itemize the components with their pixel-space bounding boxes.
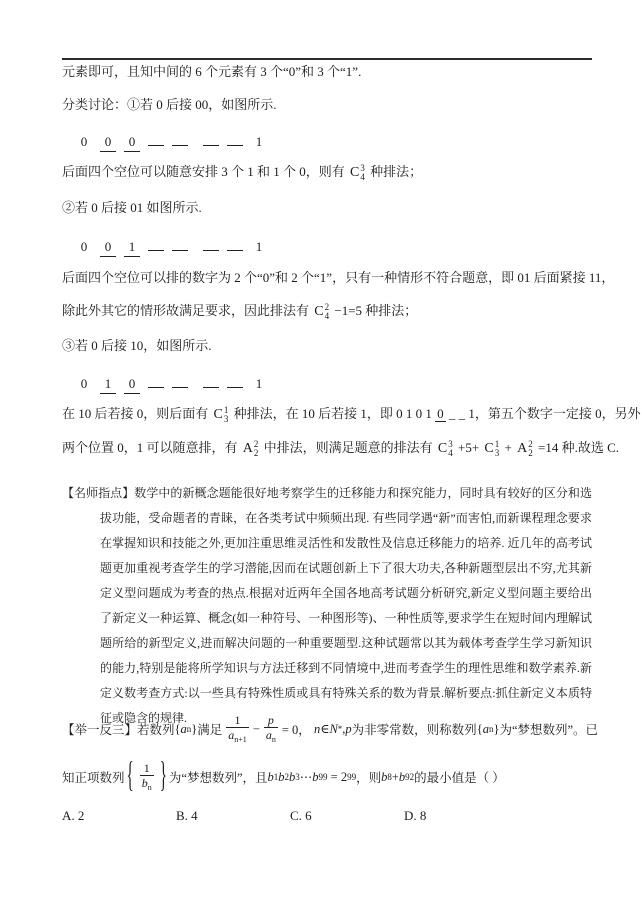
- combination-C-4-3: [438, 439, 453, 459]
- element-of-symbol: ∈: [320, 722, 330, 736]
- cdots: ⋯: [299, 770, 313, 784]
- sequence-diagram-1: [76, 127, 275, 152]
- final-count-line: [62, 438, 622, 459]
- math-sup: 2: [324, 302, 330, 312]
- digit-cell: 0: [124, 375, 140, 394]
- case2-analysis-line-2: [62, 301, 622, 322]
- sup-99: 99: [347, 772, 357, 782]
- var-n: n: [313, 721, 321, 736]
- sub-n: n: [186, 724, 192, 734]
- math-sup: 3: [360, 163, 365, 173]
- text-segment: 种排法，在 10 后若接 1，即 0 1 0 1: [233, 406, 432, 421]
- brace: {: [174, 721, 181, 736]
- math-base: C: [314, 304, 324, 319]
- permutation-A-2-2: [243, 439, 259, 459]
- fraction-p-over-a-n: [264, 713, 278, 745]
- math-base: C: [213, 407, 223, 422]
- math-sub: 4: [324, 311, 330, 321]
- blank-cell: [203, 127, 219, 146]
- sub-n1: n+1: [234, 735, 247, 745]
- blank-cell: [148, 369, 164, 388]
- math-sup: 1: [494, 439, 500, 449]
- blank-cell: [227, 369, 243, 388]
- combination-C-3-1: [484, 439, 499, 459]
- text-segment: 中排法，则满足题意的排法有: [263, 440, 433, 455]
- digit-cell: 1: [100, 375, 116, 394]
- math-base: C: [484, 441, 494, 456]
- text-segment: 种排法；: [370, 164, 423, 179]
- var-b: b: [141, 776, 148, 791]
- sub-2: 2: [284, 772, 290, 782]
- math-sub: 2: [528, 448, 533, 458]
- blank-cell: [148, 232, 164, 251]
- equals-2: = 2: [330, 769, 348, 784]
- text-segment: 知正项数列: [62, 771, 125, 785]
- text-segment: 为非零常数，则称数列: [351, 723, 477, 737]
- math-sub: 3: [494, 448, 500, 458]
- sub-n: n: [488, 724, 494, 734]
- brace: }: [191, 721, 198, 736]
- sub-n: n: [271, 735, 276, 745]
- digit-cell: 1: [124, 238, 140, 257]
- text-segment: 在 10 后若接 0，则后面有: [62, 406, 209, 421]
- plus-sign: +: [391, 769, 399, 784]
- sub-92: 92: [405, 772, 415, 782]
- math-base: A: [517, 441, 528, 456]
- sub-3: 3: [295, 772, 300, 782]
- text-segment: −1=5 种排法；: [334, 303, 418, 318]
- combination-C-3-1: [214, 405, 229, 425]
- digit-cell: 0: [80, 134, 88, 149]
- digit-cell: 0: [80, 376, 88, 391]
- var-b: b: [278, 769, 285, 784]
- math-sub: 4: [360, 172, 365, 182]
- underlined-zero: 0: [437, 406, 444, 421]
- var-b: b: [381, 769, 388, 784]
- followup-question-line-1: [62, 706, 632, 752]
- case1-count-line: [62, 162, 622, 183]
- digit-cell: 0: [100, 238, 116, 257]
- var-a: a: [265, 728, 272, 743]
- blank-cell: [227, 127, 243, 146]
- sum-b8-b92: [381, 770, 414, 785]
- numerator: 1: [140, 761, 154, 776]
- math-sub: 3: [223, 414, 229, 424]
- teacher-note: [62, 481, 592, 731]
- teacher-note-label: 【名师指点】: [62, 486, 135, 500]
- blank-cell: [227, 232, 243, 251]
- var-a: a: [180, 721, 187, 736]
- blank-cell: [203, 369, 219, 388]
- option-a: A. 2: [62, 808, 85, 823]
- combination-C-4-3: [350, 163, 365, 183]
- var-p: p: [345, 721, 352, 736]
- case3-analysis-line-1: [62, 404, 641, 425]
- permutation-A-2-2: [517, 439, 533, 459]
- var-b: b: [289, 769, 296, 784]
- text-segment: ，则: [356, 771, 382, 785]
- text-segment: 两个位置 0，1 可以随意排，有: [62, 440, 238, 455]
- product-b1-b99: [268, 769, 357, 785]
- intro-line: 元素即可，且知中间的 6 个元素有 3 个“0”和 3 个“1”.: [62, 64, 362, 79]
- sequence-a-n: [175, 722, 198, 737]
- math-base: C: [437, 441, 448, 456]
- blank-cell: [203, 232, 219, 251]
- sequence-a-n: [477, 722, 500, 737]
- sequence-diagram-2: [76, 232, 275, 257]
- teacher-note-body: 数学中的新概念题能很好地考察学生的迁移能力和探究能力，同时具有较好的区分和选拔功能，受命题者的青睐，在各类考试中频频出现. 有些同学遇“新”而害怕,而新课程理念要求在掌握知识和技能之外,更加注重思维灵活性和发散性及信息迁移能力的培养. 近几年的高考试题更加重视考查学生的学习潜能,因而在试题创新上下了很大功夫,各种新题型层出不穷,尤其新定义型问题成为考查的热点.根据对近两年全国各地高考试题分析研究,新定义型问题主要给出了新定义一种运算、概念(如一种符号、一种图形等)、一种性质等,要求学生在短时间内理解试题所给的新型定义,进而解决问题的一种重要题型.这种试题常以其为载体考查学生学习新知识的能力,特别是能将所学知识与方法迁移到不同情境中,进而考查学生的理性思维和数学素养.新定义数考查方式:以一些具有特殊性质或具有特殊关系的数为背景.解析要点:抓住新定义本质特征或隐含的规律.: [100, 486, 592, 725]
- combination-C-4-2: [314, 302, 329, 322]
- text-segment: 若数列: [137, 723, 175, 737]
- text-segment: +5+: [458, 440, 480, 455]
- text-segment: 满足: [197, 723, 223, 737]
- case2-intro-line: ②若 0 后接 01 如图所示.: [62, 200, 202, 215]
- digit-cell: 0: [100, 133, 116, 152]
- followup-question-line-2: [62, 752, 632, 802]
- math-sup: 3: [448, 439, 453, 449]
- var-b: b: [267, 769, 274, 784]
- var-p: p: [267, 713, 274, 727]
- text-segment: 除此外其它的情形故满足要求，因此排法有: [62, 303, 310, 318]
- sequence-diagram-3: [76, 369, 275, 394]
- var-N: N: [329, 721, 338, 736]
- header-divider: [62, 58, 592, 60]
- blank-cell: [172, 369, 188, 388]
- text-segment: =14 种.故选 C.: [537, 440, 619, 455]
- followup-label: 【举一反三】: [62, 723, 138, 737]
- blank-cell: [172, 232, 188, 251]
- case3-intro-line: ③若 0 后接 10，如图所示.: [62, 338, 212, 353]
- var-a: a: [482, 721, 489, 736]
- minus-sign: −: [252, 721, 260, 736]
- math-sub: 4: [448, 448, 453, 458]
- var-a: a: [228, 728, 235, 743]
- blank-cell: [172, 127, 188, 146]
- text-segment: 为“梦想数列”，且: [168, 771, 268, 785]
- case-intro-line: 分类讨论：①若 0 后接 00，如图所示.: [62, 97, 277, 112]
- text-segment: _ _ 1，第五个数字一定接 0，另外: [448, 406, 641, 421]
- brace: }: [493, 721, 500, 736]
- sub-99: 99: [318, 772, 328, 782]
- digit-cell: 0: [80, 239, 88, 254]
- sub-8: 8: [387, 772, 392, 782]
- text-segment: ,: [342, 721, 346, 736]
- digit-cell: 1: [255, 134, 263, 149]
- numerator: 1: [226, 713, 249, 728]
- fraction-1-over-a-n1: [226, 713, 249, 745]
- math-sub: 2: [253, 448, 259, 458]
- digit-cell: 1: [255, 239, 263, 254]
- math-sup: 1: [223, 405, 229, 415]
- option-d: D. 8: [404, 808, 427, 823]
- option-b: B. 4: [176, 808, 198, 823]
- text-segment: = 0，: [281, 723, 311, 737]
- condition-n-in-N: [311, 721, 342, 737]
- sub-n: n: [147, 783, 152, 793]
- math-base: C: [350, 165, 360, 180]
- case2-analysis-line-1: 后面四个空位可以排的数字为 2 个“0”和 2 个“1”，只有一种情形不符合题意，即 01 后面紧接 11，: [62, 270, 615, 285]
- option-c: C. 6: [290, 808, 312, 823]
- text-segment: 后面四个空位可以随意安排 3 个 1 和 1 个 0，则有: [62, 164, 345, 179]
- math-base: A: [242, 441, 253, 456]
- var-b: b: [312, 769, 319, 784]
- brace: {: [476, 721, 483, 736]
- fraction-1-over-b-n: [140, 761, 154, 793]
- sub-1: 1: [273, 772, 279, 782]
- text-segment: 的最小值是（ ）: [414, 771, 505, 785]
- left-brace: {: [126, 756, 134, 795]
- var-b: b: [398, 769, 406, 784]
- right-brace: }: [159, 756, 167, 795]
- text-segment: +: [504, 440, 512, 455]
- sup-star: *: [337, 724, 343, 734]
- text-segment: 为“梦想数列”。已: [499, 723, 599, 737]
- math-sup: 2: [528, 439, 533, 449]
- blank-cell: [148, 127, 164, 146]
- digit-cell: 0: [124, 133, 140, 152]
- digit-cell: 1: [255, 376, 263, 391]
- math-sup: 2: [253, 439, 259, 449]
